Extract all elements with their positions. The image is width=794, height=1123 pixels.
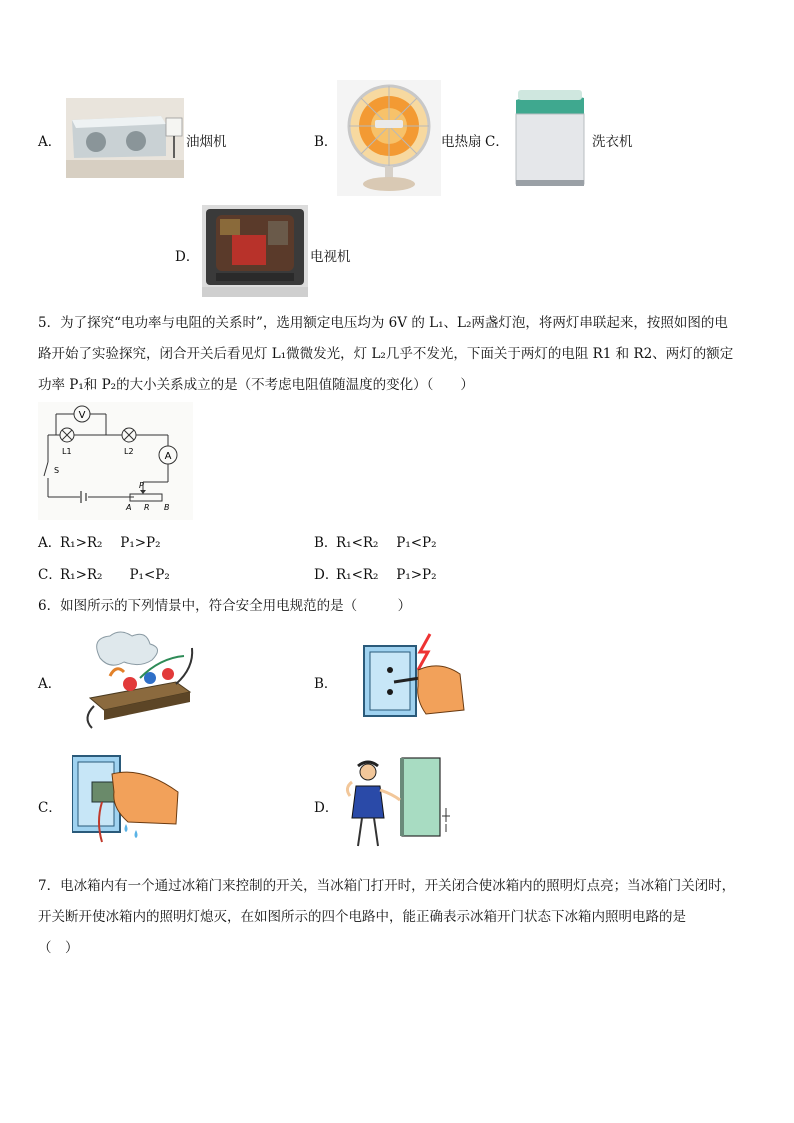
q6-option-d-letter: D． bbox=[314, 800, 339, 816]
rheostat-end-b: B bbox=[164, 503, 170, 512]
q5-stem-line-3: 功率 P₁和 P₂的大小关系成立的是（不考虑电阻值随温度的变化）（ ） bbox=[38, 377, 474, 393]
lamp-l1-label: L1 bbox=[62, 447, 72, 456]
ammeter-label: A bbox=[164, 451, 172, 462]
wet-hand-plug-icon bbox=[72, 752, 182, 846]
q5-stem-line-2: 路开始了实验探究，闭合开关后看见灯 L₁微微发光，灯 L₂几乎不发光，下面关于两灯的电阻 R1 和 R2、两灯的额定 bbox=[38, 346, 734, 362]
child-at-door-icon bbox=[344, 756, 462, 854]
q7-stem-line-1: 7．电冰箱内有一个通过冰箱门来控制的开关，当冰箱门打开时，开关闭合使冰箱内的照明灯点亮；当冰箱门关闭时， bbox=[38, 878, 736, 894]
q5-option-c-text: R₁>R₂ P₁<P₂ bbox=[60, 567, 170, 583]
circuit-diagram bbox=[38, 402, 193, 520]
washing-machine-icon bbox=[510, 84, 590, 190]
rheostat-label: R bbox=[144, 503, 150, 512]
slider-label: P bbox=[139, 481, 144, 490]
q4-option-d-letter: D． bbox=[175, 249, 200, 265]
q6-option-a-letter: A． bbox=[38, 676, 62, 692]
q5-option-d-letter: D． bbox=[314, 567, 339, 583]
q5-option-c-letter: C． bbox=[38, 567, 62, 583]
q4-option-c-label: 洗衣机 bbox=[592, 134, 633, 150]
q5-option-a-letter: A． bbox=[38, 535, 62, 551]
q4-option-c-letter: C． bbox=[485, 134, 509, 150]
q5-option-b-letter: B． bbox=[314, 535, 338, 551]
switch-label: S bbox=[54, 466, 60, 475]
q6-option-c-letter: C． bbox=[38, 800, 62, 816]
q7-stem-line-3: （ ） bbox=[38, 940, 79, 956]
q6-stem: 6．如图所示的下列情景中，符合安全用电规范的是（ ） bbox=[38, 598, 412, 614]
socket-with-screwdriver-icon bbox=[360, 630, 468, 720]
q6-option-b-letter: B． bbox=[314, 676, 338, 692]
range-hood-icon bbox=[66, 98, 184, 178]
q4-option-b-label: 电热扇 bbox=[441, 134, 482, 150]
q4-option-b-letter: B． bbox=[314, 134, 338, 150]
electric-heater-fan-icon bbox=[337, 80, 441, 196]
q5-option-b-text: R₁<R₂ P₁<P₂ bbox=[336, 535, 437, 551]
q5-option-a-text: R₁>R₂ P₁>P₂ bbox=[60, 535, 161, 551]
q4-option-a-label: 油烟机 bbox=[186, 134, 227, 150]
overloaded-power-strip-icon bbox=[80, 628, 198, 734]
q4-option-a-letter: A． bbox=[38, 134, 62, 150]
television-icon bbox=[202, 205, 308, 297]
q5-option-d-text: R₁<R₂ P₁>P₂ bbox=[336, 567, 437, 583]
voltmeter-label: V bbox=[78, 410, 86, 421]
rheostat-end-a: A bbox=[126, 503, 132, 512]
q5-stem-line-1: 5．为了探究“电功率与电阻的关系时”，选用额定电压均为 6V 的 L₁、L₂两盏灯泡，将两灯串联起来，按照如图的电 bbox=[38, 315, 728, 331]
lamp-l2-label: L2 bbox=[124, 447, 134, 456]
q4-option-d-label: 电视机 bbox=[310, 249, 351, 265]
q7-stem-line-2: 开关断开使冰箱内的照明灯熄灭，在如图所示的四个电路中，能正确表示冰箱开门状态下冰箱内照明电路的是 bbox=[38, 909, 686, 925]
